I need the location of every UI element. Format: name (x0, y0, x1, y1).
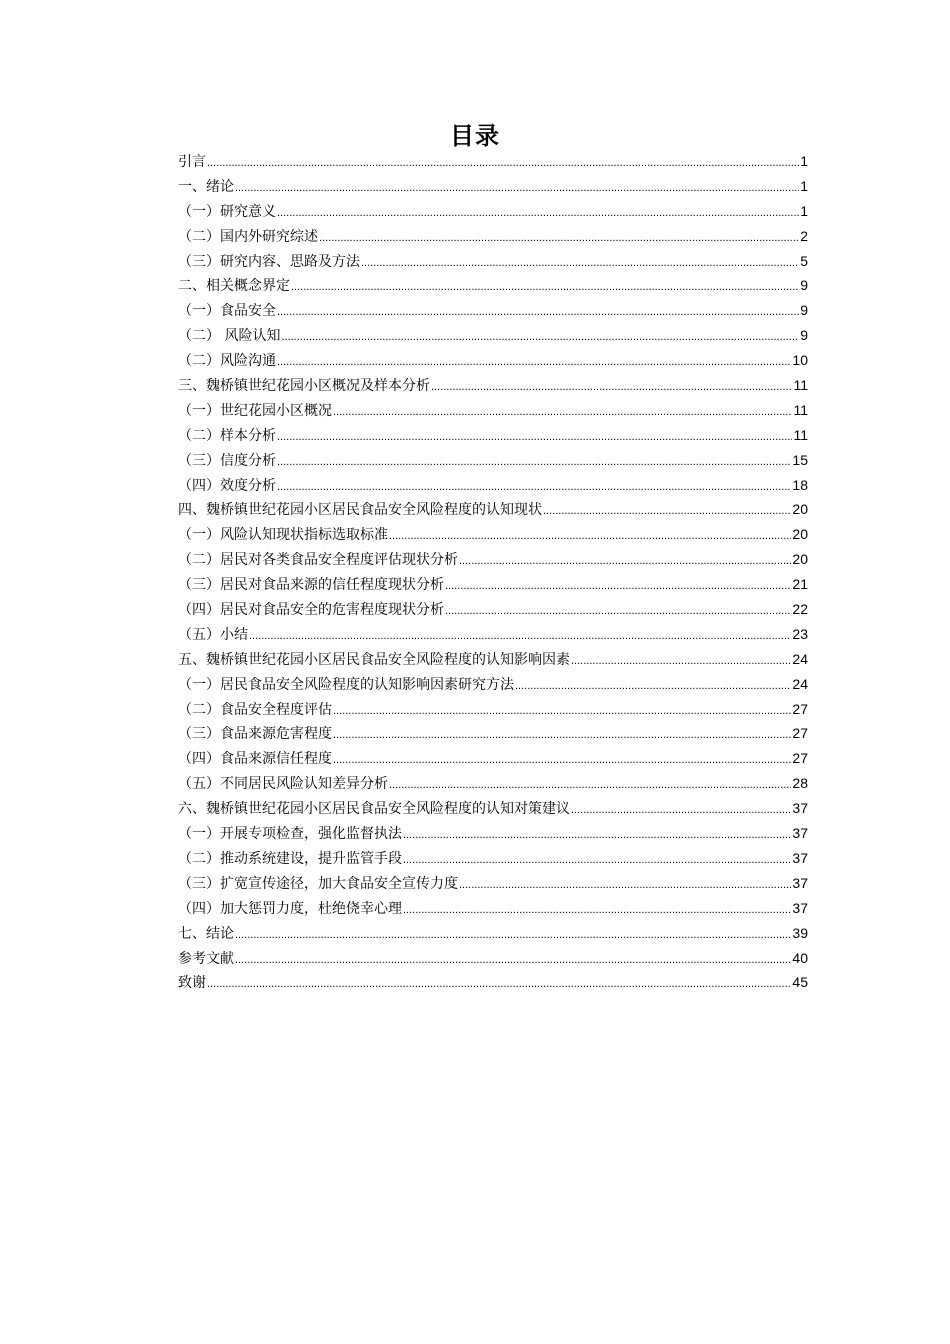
toc-entry-page-number: 11 (793, 377, 808, 394)
toc-entry-page-number: 10 (792, 352, 808, 369)
toc-entry-label: 二、相关概念界定 (178, 278, 290, 295)
toc-entry-page-number: 11 (793, 401, 808, 418)
toc-dot-leader (459, 873, 791, 898)
toc-entry-page-number: 37 (792, 849, 808, 866)
toc-dot-leader (235, 176, 799, 201)
toc-entry-label: （二）风险沟通 (178, 353, 276, 370)
toc-dot-leader (249, 624, 791, 649)
toc-dot-leader (207, 972, 791, 997)
toc-entry-page-number: 39 (792, 924, 808, 941)
toc-dot-leader (389, 773, 791, 798)
toc-dot-leader (543, 499, 791, 524)
toc-entry[interactable] (178, 721, 808, 746)
toc-entry-label: （二）推动系统建设，提升监管手段 (178, 850, 402, 867)
toc-dot-leader (333, 400, 792, 425)
toc-dot-leader (319, 226, 799, 251)
toc-entry-label: 六、魏桥镇世纪花园小区居民食品安全风险程度的认知对策建议 (178, 801, 570, 818)
toc-entry[interactable] (178, 423, 808, 448)
toc-dot-leader (333, 699, 791, 724)
toc-entry-page-number: 22 (792, 601, 808, 618)
toc-dot-leader (445, 599, 791, 624)
toc-dot-leader (235, 923, 791, 948)
toc-entry-label: （四）居民对食品安全的危害程度现状分析 (178, 602, 444, 619)
toc-entry-label: （一）居民食品安全风险程度的认知影响因素研究方法 (178, 676, 514, 693)
toc-entry-label: （二） 风险认知 (178, 328, 281, 345)
toc-entry-page-number: 28 (792, 775, 808, 792)
toc-entry-page-number: 18 (792, 476, 808, 493)
toc-entry-page-number: 9 (800, 302, 808, 319)
toc-entry-page-number: 1 (800, 177, 808, 194)
toc-entry-label: （二）居民对各类食品安全程度评估现状分析 (178, 552, 458, 569)
toc-entry[interactable] (178, 249, 808, 274)
toc-entry-label: （三）扩宽宣传途径，加大食品安全宣传力度 (178, 875, 458, 892)
toc-dot-leader (431, 375, 792, 400)
toc-entry[interactable] (178, 597, 808, 622)
toc-entry[interactable] (178, 298, 808, 323)
toc-entry-page-number: 15 (792, 451, 808, 468)
toc-dot-leader (389, 524, 791, 549)
toc-entry-label: 五、魏桥镇世纪花园小区居民食品安全风险程度的认知影响因素 (178, 651, 570, 668)
toc-entry[interactable] (178, 224, 808, 249)
toc-entry-page-number: 5 (800, 252, 808, 269)
toc-dot-leader (291, 275, 799, 300)
toc-dot-leader (403, 848, 791, 873)
toc-entry[interactable] (178, 149, 808, 174)
toc-entry-label: （四）加大惩罚力度，杜绝侥幸心理 (178, 900, 402, 917)
toc-entry[interactable] (178, 946, 808, 971)
toc-entry[interactable] (178, 473, 808, 498)
toc-dot-leader (571, 649, 791, 674)
toc-entry-page-number: 20 (792, 526, 808, 543)
toc-entry[interactable] (178, 796, 808, 821)
toc-dot-leader (277, 350, 791, 375)
toc-entry-page-number: 37 (792, 874, 808, 891)
toc-entry[interactable] (178, 697, 808, 722)
toc-entry-label: （五）小结 (178, 626, 248, 643)
toc-dot-leader (333, 723, 791, 748)
toc-entry-label: （五）不同居民风险认知差异分析 (178, 776, 388, 793)
toc-entry[interactable] (178, 273, 808, 298)
toc-entry-label: （三）食品来源危害程度 (178, 726, 332, 743)
toc-entry-label: 一、绪论 (178, 178, 234, 195)
toc-entry-page-number: 21 (792, 576, 808, 593)
toc-entry[interactable] (178, 497, 808, 522)
toc-entry-label: （一）食品安全 (178, 303, 276, 320)
toc-dot-leader (281, 325, 799, 350)
toc-entry[interactable] (178, 771, 808, 796)
toc-entry-label: 三、魏桥镇世纪花园小区概况及样本分析 (178, 378, 430, 395)
toc-entry-page-number: 24 (792, 675, 808, 692)
toc-dot-leader (277, 300, 799, 325)
toc-entry-page-number: 1 (800, 153, 808, 169)
toc-dot-leader (403, 898, 791, 923)
toc-entry-label: （一）风险认知现状指标选取标准 (178, 527, 388, 544)
toc-entry-label: （一）开展专项检查，强化监督执法 (178, 826, 402, 843)
toc-entry[interactable] (178, 921, 808, 946)
toc-entry[interactable] (178, 647, 808, 672)
toc-entry[interactable] (178, 846, 808, 871)
toc-entry-page-number: 37 (792, 800, 808, 817)
toc-entry-label: 七、结论 (178, 925, 234, 942)
toc-entry-page-number: 27 (792, 750, 808, 767)
toc-entry[interactable] (178, 199, 808, 224)
toc-title: 目录 (450, 122, 500, 150)
toc-dot-leader (459, 549, 791, 574)
toc-entry[interactable] (178, 522, 808, 547)
toc-entry-page-number: 2 (800, 227, 808, 244)
toc-dot-leader (235, 948, 791, 973)
toc-entry-label: （三）居民对食品来源的信任程度现状分析 (178, 577, 444, 594)
toc-entry-label: （一）研究意义 (178, 203, 276, 220)
toc-entry[interactable] (178, 547, 808, 572)
toc-entry-page-number: 1 (800, 202, 808, 219)
toc-entry[interactable] (178, 622, 808, 647)
toc-entry-label: （二）食品安全程度评估 (178, 701, 332, 718)
toc-entry[interactable] (178, 970, 808, 995)
toc-entry-label: （四）效度分析 (178, 477, 276, 494)
toc-entry-label: （二）国内外研究综述 (178, 228, 318, 245)
toc-entry-page-number: 27 (792, 725, 808, 742)
toc-dot-leader (571, 798, 791, 823)
toc-entry-page-number: 23 (792, 625, 808, 642)
toc-dot-leader (361, 251, 799, 276)
toc-entry-page-number: 37 (792, 825, 808, 842)
toc-entry-page-number: 27 (792, 700, 808, 717)
toc-entry-page-number: 9 (800, 277, 808, 294)
toc-entry-page-number: 9 (800, 327, 808, 344)
toc-dot-leader (333, 748, 791, 773)
toc-entry-label: （一）世纪花园小区概况 (178, 402, 332, 419)
toc-entry-page-number: 24 (792, 650, 808, 667)
toc-entry[interactable] (178, 398, 808, 423)
toc-entry-page-number: 37 (792, 899, 808, 916)
toc-entry[interactable] (178, 896, 808, 921)
toc-entry[interactable] (178, 871, 808, 896)
toc-entry-label: （三）信度分析 (178, 452, 276, 469)
toc-entry-page-number: 40 (792, 949, 808, 966)
toc-entry-label: （二）样本分析 (178, 427, 276, 444)
toc-dot-leader (403, 823, 791, 848)
toc-entry[interactable] (178, 373, 808, 398)
toc-entry[interactable] (178, 746, 808, 771)
toc-entry-label: 引言 (178, 154, 206, 170)
toc-entry-page-number: 20 (792, 501, 808, 518)
toc-entry[interactable] (178, 821, 808, 846)
toc-entry[interactable] (178, 348, 808, 373)
toc-dot-leader (277, 475, 791, 500)
toc-entry-page-number: 45 (792, 974, 808, 991)
toc-entry[interactable] (178, 323, 808, 348)
toc-entry[interactable] (178, 174, 808, 199)
toc-entry-label: （三）研究内容、思路及方法 (178, 253, 360, 270)
toc-dot-leader (277, 425, 792, 450)
toc-entry-label: （四）食品来源信任程度 (178, 751, 332, 768)
toc-entry-label: 四、魏桥镇世纪花园小区居民食品安全风险程度的认知现状 (178, 502, 542, 519)
toc-entry-page-number: 11 (793, 426, 808, 443)
toc-entry-label: 致谢 (178, 975, 206, 992)
toc-entry-page-number: 20 (792, 551, 808, 568)
toc-dot-leader (277, 201, 799, 226)
toc-entry-label: 参考文献 (178, 950, 234, 967)
toc-dot-leader (515, 674, 791, 699)
toc-dot-leader (445, 574, 791, 599)
toc-list (178, 149, 808, 995)
toc-dot-leader (207, 151, 799, 176)
toc-entry[interactable] (178, 448, 808, 473)
toc-entry[interactable] (178, 672, 808, 697)
toc-dot-leader (277, 450, 791, 475)
toc-entry[interactable] (178, 572, 808, 597)
